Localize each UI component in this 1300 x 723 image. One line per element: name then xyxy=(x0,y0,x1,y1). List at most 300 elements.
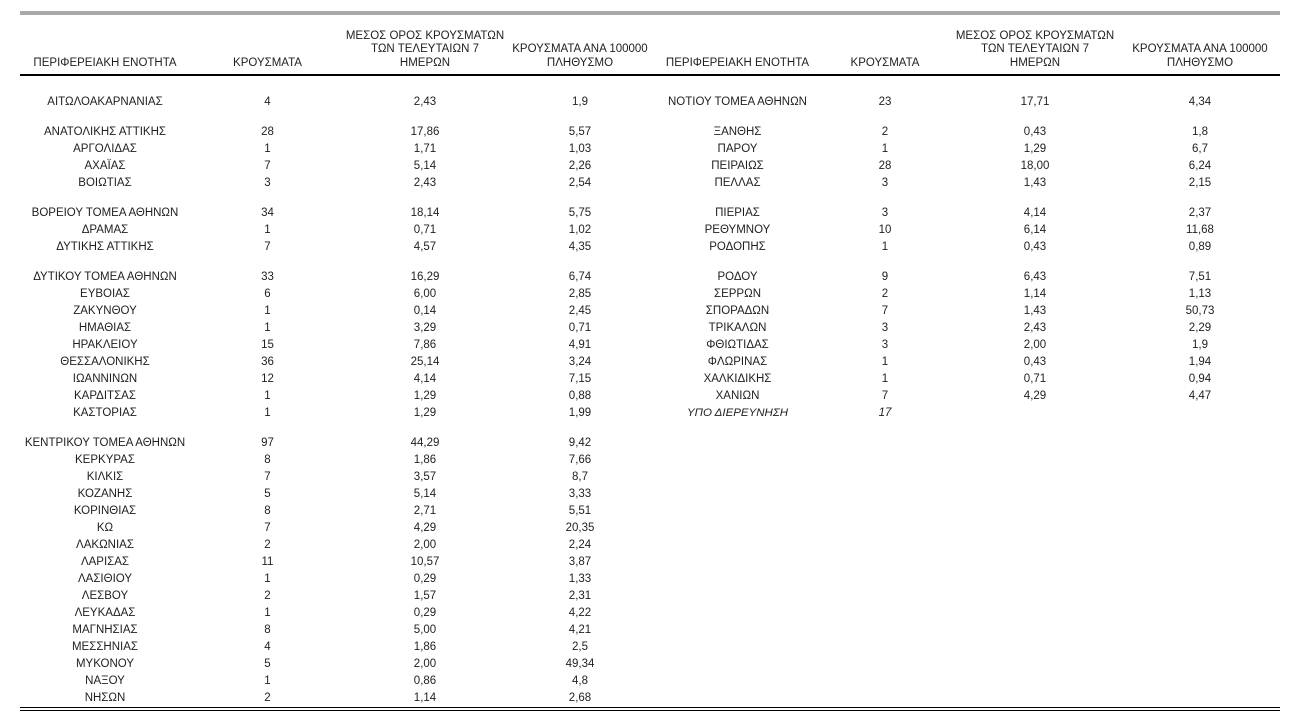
region-cell: ΣΠΟΡΑΔΩΝ xyxy=(705,304,770,317)
value-cell: 1 xyxy=(264,572,271,585)
value-cell: 4,91 xyxy=(568,338,592,351)
value-cell xyxy=(950,656,1120,673)
region-cell xyxy=(655,690,820,707)
value-cell: 1 xyxy=(881,142,889,155)
spacer-cell xyxy=(20,192,1280,205)
value-cell xyxy=(950,537,1120,554)
col-header-cases-left: ΚΡΟΥΣΜΑΤΑ xyxy=(190,15,345,75)
spacer-cell xyxy=(20,75,1280,94)
value-cell: 5 xyxy=(264,657,271,670)
value-cell: 2,54 xyxy=(568,176,592,189)
value-cell: 4,47 xyxy=(1188,389,1212,402)
spacer-cell xyxy=(20,111,1280,124)
value-cell: 0,94 xyxy=(1188,372,1212,385)
region-cell: ΝΑΞΟΥ xyxy=(85,674,125,687)
value-cell: 2 xyxy=(264,691,271,704)
value-cell xyxy=(950,486,1120,503)
value-cell: 15 xyxy=(261,338,274,351)
value-cell: 1,99 xyxy=(568,406,592,419)
col-header-avg7-right: ΜΕΣΟΣ ΟΡΟΣ ΚΡΟΥΣΜΑΤΩΝ ΤΩΝ ΤΕΛΕΥΤΑΙΩΝ 7 ΗΜΕΡΩΝ xyxy=(950,15,1120,75)
value-cell: 5,14 xyxy=(413,159,437,172)
table-row xyxy=(20,520,1280,537)
region-cell xyxy=(655,469,820,486)
value-cell: 1,43 xyxy=(1023,304,1047,317)
region-cell: ΗΜΑΘΙΑΣ xyxy=(78,321,132,334)
value-cell xyxy=(950,452,1120,469)
value-cell: 4 xyxy=(264,640,271,653)
value-cell: 3,57 xyxy=(413,470,437,483)
value-cell: 7 xyxy=(264,470,271,483)
table-row xyxy=(20,554,1280,571)
region-cell: ΝΟΤΙΟΥ ΤΟΜΕΑ ΑΘΗΝΩΝ xyxy=(668,95,807,108)
region-cell: ΔΥΤΙΚΗΣ ΑΤΤΙΚΗΣ xyxy=(56,240,154,253)
value-cell xyxy=(1120,554,1280,571)
region-cell: ΛΑΡΙΣΑΣ xyxy=(80,555,130,568)
region-cell xyxy=(655,537,820,554)
spacer-cell xyxy=(20,256,1280,269)
table-row xyxy=(20,222,1280,239)
value-cell: 2,15 xyxy=(1188,176,1212,189)
value-cell xyxy=(820,537,950,554)
value-cell xyxy=(1120,520,1280,537)
region-cell xyxy=(655,639,820,656)
value-cell: 2,45 xyxy=(568,304,592,317)
region-cell: ΠΕΙΡΑΙΩΣ xyxy=(711,159,764,172)
region-cell: ΠΙΕΡΙΑΣ xyxy=(715,206,760,219)
region-cell xyxy=(655,554,820,571)
value-cell: 6 xyxy=(264,287,271,300)
value-cell xyxy=(820,656,950,673)
value-cell: 12 xyxy=(261,372,274,385)
value-cell: 0,71 xyxy=(413,223,437,236)
value-cell: 7,66 xyxy=(568,453,592,466)
value-cell: 9,42 xyxy=(568,436,592,449)
value-cell: 7 xyxy=(881,304,889,317)
region-cell: ΑΡΓΟΛΙΔΑΣ xyxy=(73,142,137,155)
value-cell: 3,33 xyxy=(568,487,592,500)
region-cell: ΗΡΑΚΛΕΙΟΥ xyxy=(72,338,138,351)
value-cell xyxy=(1120,588,1280,605)
region-cell: ΡΟΔΟΠΗΣ xyxy=(709,240,766,253)
value-cell: 17 xyxy=(878,406,892,419)
value-cell: 11 xyxy=(261,555,274,568)
value-cell: 5,75 xyxy=(568,206,592,219)
value-cell xyxy=(820,435,950,452)
value-cell: 2,29 xyxy=(1188,321,1212,334)
value-cell: 7 xyxy=(881,389,889,402)
region-cell: ΠΕΛΛΑΣ xyxy=(714,176,761,189)
value-cell: 1 xyxy=(264,389,271,402)
table-row xyxy=(20,452,1280,469)
value-cell: 3 xyxy=(881,176,889,189)
region-cell xyxy=(655,622,820,639)
table-row xyxy=(20,286,1280,303)
value-cell: 0,88 xyxy=(568,389,592,402)
value-cell: 2,43 xyxy=(1023,321,1047,334)
table-row xyxy=(20,673,1280,690)
value-cell: 0,29 xyxy=(413,572,437,585)
table-row xyxy=(20,388,1280,405)
table-row xyxy=(20,435,1280,452)
value-cell xyxy=(820,554,950,571)
value-cell: 9 xyxy=(881,270,889,283)
value-cell: 1,13 xyxy=(1188,287,1212,300)
value-cell: 25,14 xyxy=(410,355,440,368)
value-cell: 20,35 xyxy=(565,521,595,534)
col-header-region-right: ΠΕΡΙΦΕΡΕΙΑΚΗ ΕΝΟΤΗΤΑ xyxy=(655,15,820,75)
value-cell: 23 xyxy=(878,95,892,108)
value-cell: 4,21 xyxy=(568,623,592,636)
region-cell: ΥΠΟ ΔΙΕΡΕΥΝΗΣΗ xyxy=(686,406,789,419)
value-cell: 2,68 xyxy=(568,691,592,704)
value-cell xyxy=(1120,405,1280,422)
value-cell: 7,15 xyxy=(568,372,592,385)
value-cell xyxy=(1120,622,1280,639)
spacer-row xyxy=(20,75,1280,94)
table-row xyxy=(20,303,1280,320)
value-cell: 3 xyxy=(881,338,889,351)
value-cell: 1 xyxy=(264,606,271,619)
region-cell: ΠΑΡΟΥ xyxy=(717,142,758,155)
col-header-per100k-right: ΚΡΟΥΣΜΑΤΑ ΑΝΑ 100000 ΠΛΗΘΥΣΜΟ xyxy=(1120,15,1280,75)
value-cell xyxy=(1120,469,1280,486)
value-cell: 1 xyxy=(881,355,889,368)
region-cell: ΛΕΣΒΟΥ xyxy=(81,589,129,602)
region-cell xyxy=(655,571,820,588)
region-cell xyxy=(655,452,820,469)
value-cell: 2,5 xyxy=(572,640,588,653)
region-cell xyxy=(655,486,820,503)
value-cell: 1,33 xyxy=(568,572,592,585)
value-cell: 1,86 xyxy=(413,453,437,466)
value-cell: 49,34 xyxy=(565,657,595,670)
region-cell: ΦΘΙΩΤΙΔΑΣ xyxy=(706,338,769,351)
table-row xyxy=(20,656,1280,673)
value-cell: 6,24 xyxy=(1188,159,1212,172)
table-row xyxy=(20,124,1280,141)
table-row xyxy=(20,158,1280,175)
value-cell: 3 xyxy=(264,176,271,189)
spacer-row xyxy=(20,256,1280,269)
value-cell: 44,29 xyxy=(410,436,440,449)
value-cell: 0,14 xyxy=(413,304,437,317)
value-cell: 1,86 xyxy=(413,640,437,653)
value-cell: 1,9 xyxy=(572,95,588,108)
table-row xyxy=(20,469,1280,486)
value-cell xyxy=(950,571,1120,588)
value-cell: 5 xyxy=(264,487,271,500)
value-cell xyxy=(1120,486,1280,503)
value-cell: 6,7 xyxy=(1192,142,1208,155)
value-cell: 1,03 xyxy=(568,142,592,155)
region-cell xyxy=(655,605,820,622)
region-cell: ΜΥΚΟΝΟΥ xyxy=(75,657,135,670)
value-cell xyxy=(950,690,1120,707)
value-cell: 2,00 xyxy=(413,657,437,670)
region-cell: ΛΑΚΩΝΙΑΣ xyxy=(76,538,134,551)
value-cell: 1,94 xyxy=(1188,355,1212,368)
value-cell xyxy=(950,588,1120,605)
value-cell: 4,34 xyxy=(1188,95,1212,108)
spacer-row xyxy=(20,422,1280,435)
region-cell: ΜΕΣΣΗΝΙΑΣ xyxy=(71,640,139,653)
region-cell: ΑΧΑΪΑΣ xyxy=(84,159,126,172)
value-cell: 6,43 xyxy=(1023,270,1047,283)
region-cell: ΦΛΩΡΙΝΑΣ xyxy=(707,355,768,368)
table-row xyxy=(20,622,1280,639)
region-cell: ΘΕΣΣΑΛΟΝΙΚΗΣ xyxy=(60,355,150,368)
region-cell: ΚΕΡΚΥΡΑΣ xyxy=(75,453,135,466)
value-cell: 4,14 xyxy=(1023,206,1047,219)
region-cell: ΡΟΔΟΥ xyxy=(717,270,758,283)
region-cell: ΜΑΓΝΗΣΙΑΣ xyxy=(72,623,138,636)
value-cell: 4,14 xyxy=(413,372,437,385)
value-cell: 4,29 xyxy=(1023,389,1047,402)
spacer-cell xyxy=(20,422,1280,435)
region-cell: ΖΑΚΥΝΘΟΥ xyxy=(73,304,137,317)
value-cell: 2 xyxy=(881,125,889,138)
table-row xyxy=(20,371,1280,388)
table-row xyxy=(20,405,1280,422)
value-cell xyxy=(820,571,950,588)
value-cell: 7 xyxy=(264,159,271,172)
value-cell: 2,00 xyxy=(413,538,437,551)
value-cell xyxy=(820,690,950,707)
value-cell: 16,29 xyxy=(410,270,440,283)
value-cell: 8 xyxy=(264,623,271,636)
value-cell: 1 xyxy=(264,223,271,236)
table-row xyxy=(20,354,1280,371)
region-cell: ΛΑΣΙΘΙΟΥ xyxy=(77,572,133,585)
value-cell: 1,8 xyxy=(1192,125,1208,138)
value-cell: 28 xyxy=(261,125,274,138)
regional-cases-table xyxy=(20,15,1280,707)
value-cell xyxy=(820,503,950,520)
value-cell xyxy=(1120,452,1280,469)
table-row xyxy=(20,639,1280,656)
value-cell xyxy=(1120,690,1280,707)
region-cell: ΛΕΥΚΑΔΑΣ xyxy=(74,606,136,619)
value-cell: 6,14 xyxy=(1023,223,1047,236)
value-cell: 1 xyxy=(264,674,271,687)
value-cell: 6,74 xyxy=(568,270,592,283)
value-cell xyxy=(950,673,1120,690)
region-cell: ΚΩ xyxy=(96,521,114,534)
value-cell xyxy=(950,405,1120,422)
value-cell: 0,43 xyxy=(1023,125,1047,138)
value-cell: 7 xyxy=(264,521,271,534)
table-row xyxy=(20,320,1280,337)
table-row xyxy=(20,486,1280,503)
table-row xyxy=(20,571,1280,588)
value-cell: 2,85 xyxy=(568,287,592,300)
value-cell: 1,14 xyxy=(1023,287,1047,300)
value-cell: 10,57 xyxy=(410,555,440,568)
value-cell: 33 xyxy=(261,270,274,283)
region-cell: ΒΟΙΩΤΙΑΣ xyxy=(78,176,132,189)
region-cell: ΞΑΝΘΗΣ xyxy=(713,125,762,138)
region-cell: ΑΝΑΤΟΛΙΚΗΣ ΑΤΤΙΚΗΣ xyxy=(43,125,166,138)
value-cell: 2,00 xyxy=(1023,338,1047,351)
value-cell: 0,89 xyxy=(1188,240,1212,253)
col-header-region-left: ΠΕΡΙΦΕΡΕΙΑΚΗ ΕΝΟΤΗΤΑ xyxy=(20,15,190,75)
region-cell xyxy=(655,520,820,537)
value-cell: 3 xyxy=(881,206,889,219)
value-cell: 7,51 xyxy=(1188,270,1212,283)
value-cell: 4,8 xyxy=(572,674,588,687)
region-cell xyxy=(655,435,820,452)
value-cell: 2,26 xyxy=(568,159,592,172)
value-cell xyxy=(950,554,1120,571)
value-cell xyxy=(1120,639,1280,656)
value-cell: 5,00 xyxy=(413,623,437,636)
value-cell: 28 xyxy=(878,159,892,172)
value-cell: 2,31 xyxy=(568,589,592,602)
bottom-double-rule xyxy=(20,707,1280,711)
col-header-per100k-left: ΚΡΟΥΣΜΑΤΑ ΑΝΑ 100000 ΠΛΗΘΥΣΜΟ xyxy=(505,15,655,75)
table-row xyxy=(20,337,1280,354)
value-cell xyxy=(950,605,1120,622)
value-cell xyxy=(950,435,1120,452)
region-cell xyxy=(655,588,820,605)
value-cell xyxy=(950,520,1120,537)
value-cell: 8 xyxy=(264,504,271,517)
spacer-row xyxy=(20,111,1280,124)
value-cell xyxy=(1120,673,1280,690)
value-cell: 0,29 xyxy=(413,606,437,619)
table-row xyxy=(20,205,1280,222)
value-cell: 1,29 xyxy=(413,406,437,419)
value-cell: 17,86 xyxy=(410,125,440,138)
value-cell: 1,43 xyxy=(1023,176,1047,189)
value-cell xyxy=(1120,656,1280,673)
value-cell: 1 xyxy=(264,142,271,155)
value-cell: 1,71 xyxy=(413,142,437,155)
region-cell: ΧΑΝΙΩΝ xyxy=(715,389,760,402)
region-cell: ΚΑΡΔΙΤΣΑΣ xyxy=(74,389,136,402)
value-cell xyxy=(1120,537,1280,554)
value-cell: 4 xyxy=(264,95,271,108)
table-row xyxy=(20,537,1280,554)
value-cell: 4,57 xyxy=(413,240,437,253)
value-cell: 97 xyxy=(261,436,274,449)
value-cell: 34 xyxy=(261,206,274,219)
value-cell: 1,29 xyxy=(413,389,437,402)
region-cell: ΔΥΤΙΚΟΥ ΤΟΜΕΑ ΑΘΗΝΩΝ xyxy=(33,270,177,283)
value-cell xyxy=(1120,571,1280,588)
region-cell: ΣΕΡΡΩΝ xyxy=(713,287,762,300)
value-cell: 8 xyxy=(264,453,271,466)
col-header-avg7-left: ΜΕΣΟΣ ΟΡΟΣ ΚΡΟΥΣΜΑΤΩΝ ΤΩΝ ΤΕΛΕΥΤΑΙΩΝ 7 ΗΜΕΡΩΝ xyxy=(345,15,505,75)
value-cell: 1 xyxy=(264,406,271,419)
value-cell: 1 xyxy=(881,372,889,385)
value-cell: 36 xyxy=(261,355,274,368)
value-cell: 2,37 xyxy=(1188,206,1212,219)
value-cell xyxy=(820,639,950,656)
region-cell: ΑΙΤΩΛΟΑΚΑΡΝΑΝΙΑΣ xyxy=(47,95,163,108)
region-cell: ΚΙΛΚΙΣ xyxy=(86,470,124,483)
value-cell: 1,9 xyxy=(1192,338,1208,351)
value-cell: 1,57 xyxy=(413,589,437,602)
value-cell: 5,14 xyxy=(413,487,437,500)
table-row xyxy=(20,588,1280,605)
value-cell xyxy=(1120,435,1280,452)
value-cell: 0,43 xyxy=(1023,355,1047,368)
value-cell: 18,14 xyxy=(410,206,440,219)
region-cell: ΔΡΑΜΑΣ xyxy=(81,223,129,236)
value-cell: 2,71 xyxy=(413,504,437,517)
spacer-row xyxy=(20,192,1280,205)
value-cell: 2 xyxy=(264,538,271,551)
region-cell xyxy=(655,503,820,520)
value-cell: 4,22 xyxy=(568,606,592,619)
value-cell: 3,24 xyxy=(568,355,592,368)
value-cell: 2,43 xyxy=(413,95,437,108)
value-cell: 3,87 xyxy=(568,555,592,568)
value-cell: 0,86 xyxy=(413,674,437,687)
table-row xyxy=(20,94,1280,111)
value-cell xyxy=(820,622,950,639)
region-cell: ΚΕΝΤΡΙΚΟΥ ΤΟΜΕΑ ΑΘΗΝΩΝ xyxy=(24,436,186,449)
value-cell: 2,43 xyxy=(413,176,437,189)
value-cell: 0,71 xyxy=(568,321,592,334)
region-cell xyxy=(655,656,820,673)
region-cell: ΚΟΖΑΝΗΣ xyxy=(77,487,133,500)
value-cell xyxy=(820,469,950,486)
region-cell: ΧΑΛΚΙΔΙΚΗΣ xyxy=(703,372,772,385)
value-cell: 7 xyxy=(264,240,271,253)
value-cell xyxy=(950,503,1120,520)
table-row xyxy=(20,503,1280,520)
region-cell: ΡΕΘΥΜΝΟΥ xyxy=(704,223,771,236)
value-cell: 4,29 xyxy=(413,521,437,534)
col-header-cases-right: ΚΡΟΥΣΜΑΤΑ xyxy=(820,15,950,75)
table-row xyxy=(20,605,1280,622)
table-row xyxy=(20,690,1280,707)
region-cell: ΚΟΡΙΝΘΙΑΣ xyxy=(73,504,137,517)
value-cell: 2 xyxy=(881,287,889,300)
value-cell: 50,73 xyxy=(1185,304,1215,317)
value-cell: 1,14 xyxy=(413,691,437,704)
value-cell: 10 xyxy=(878,223,892,236)
value-cell: 6,00 xyxy=(413,287,437,300)
value-cell: 0,71 xyxy=(1023,372,1047,385)
table-row xyxy=(20,175,1280,192)
value-cell: 3,29 xyxy=(413,321,437,334)
value-cell: 4,35 xyxy=(568,240,592,253)
value-cell: 11,68 xyxy=(1186,223,1214,236)
value-cell xyxy=(820,520,950,537)
value-cell: 1,29 xyxy=(1023,142,1047,155)
table-row xyxy=(20,141,1280,158)
value-cell: 7,86 xyxy=(413,338,437,351)
value-cell: 5,51 xyxy=(568,504,592,517)
value-cell: 8,7 xyxy=(572,470,588,483)
region-cell: ΚΑΣΤΟΡΙΑΣ xyxy=(73,406,137,419)
value-cell: 5,57 xyxy=(568,125,592,138)
region-cell: ΤΡΙΚΑΛΩΝ xyxy=(708,321,767,334)
table-row xyxy=(20,239,1280,256)
header-row xyxy=(20,15,1280,75)
value-cell: 17,71 xyxy=(1020,95,1050,108)
value-cell xyxy=(1120,503,1280,520)
value-cell: 1 xyxy=(881,240,889,253)
value-cell xyxy=(820,486,950,503)
value-cell: 1,02 xyxy=(568,223,592,236)
value-cell: 1 xyxy=(264,304,271,317)
value-cell xyxy=(1120,605,1280,622)
region-cell: ΒΟΡΕΙΟΥ ΤΟΜΕΑ ΑΘΗΝΩΝ xyxy=(31,206,179,219)
